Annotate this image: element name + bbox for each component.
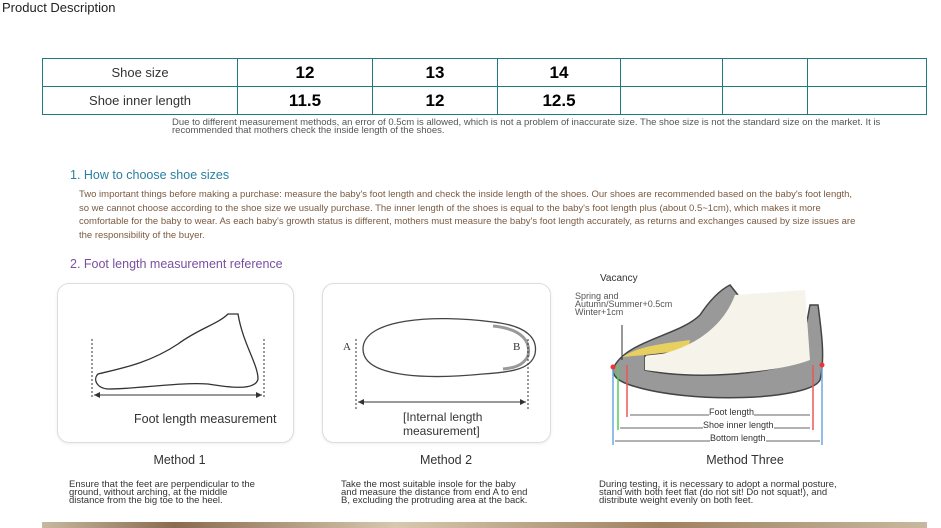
method3-illustration	[570, 265, 840, 450]
method1-card	[57, 283, 294, 443]
method1-desc: Ensure that the feet are perpendicular to the ground, without arching, at the middle distance from the big toe to the heel.	[69, 479, 255, 506]
method2-title: Method 2	[419, 453, 473, 467]
cell: 12.5	[498, 87, 621, 115]
section-body: Two important things before making a purchase: measure the baby's foot length and check the inside length of the shoes. Our shoes are recommended based on the baby's foot length, so we cannot choose according to the shoe size we usually purchase. The inner length of the shoes is equal to the baby's foot length plus (about 0.5~1cm), which makes it more comfortable for the baby to wear. As each baby's growth status is different, mothers must measure the baby's foot length accurately, as returns and exchanges caused by size issues are the responsibility of the buyer.	[79, 189, 856, 241]
cell	[621, 87, 723, 115]
cell	[621, 59, 723, 87]
inner-length-label: Shoe inner length	[703, 420, 774, 430]
vacancy-note: Spring and Autumn/Summer+0.5cm Winter+1cm	[575, 291, 673, 317]
row-label: Shoe inner length	[43, 87, 238, 115]
section-heading: 1. How to choose shoe sizes	[70, 168, 230, 182]
label-b: B	[513, 341, 521, 353]
method3-desc: During testing, it is necessary to adopt a normal posture, stand with both feet flat (do not sit! Do not squat!), and distribute weight evenly on both feet.	[599, 479, 837, 506]
section-heading: 2. Foot length measurement reference	[70, 257, 283, 271]
vacancy-label: Vacancy	[600, 273, 638, 284]
page-title: Product Description	[2, 0, 116, 15]
method3-title: Method Three	[706, 453, 784, 467]
cell: 13	[373, 59, 498, 87]
cell: 11.5	[238, 87, 373, 115]
method2-desc: Take the most suitable insole for the baby and measure the distance from end A to end B, excluding the protruding area at the back.	[341, 479, 528, 506]
method1-caption: Foot length measurement	[134, 412, 277, 426]
foot-length-label: Foot length	[709, 407, 755, 417]
size-table	[42, 58, 927, 115]
row-label: Shoe size	[43, 59, 238, 87]
label-a: A	[343, 341, 351, 353]
table-row	[43, 59, 927, 87]
table-row	[43, 87, 927, 115]
cell	[723, 87, 808, 115]
product-photo-strip	[42, 522, 927, 528]
cell: 12	[373, 87, 498, 115]
cell: 14	[498, 59, 621, 87]
method1-title: Method 1	[153, 453, 206, 467]
cell	[808, 59, 927, 87]
cell	[723, 59, 808, 87]
cell	[808, 87, 927, 115]
size-note: Due to different measurement methods, an error of 0.5cm is allowed, which is not a problem of inaccurate size. The shoe size is not the standard size on the market. It is recommended that mothers check the inside length of the shoes.	[172, 117, 881, 136]
bottom-length-label: Bottom length	[710, 433, 766, 443]
method2-card	[322, 283, 551, 443]
method2-caption: [Internal length measurement]	[403, 410, 483, 438]
cell: 12	[238, 59, 373, 87]
